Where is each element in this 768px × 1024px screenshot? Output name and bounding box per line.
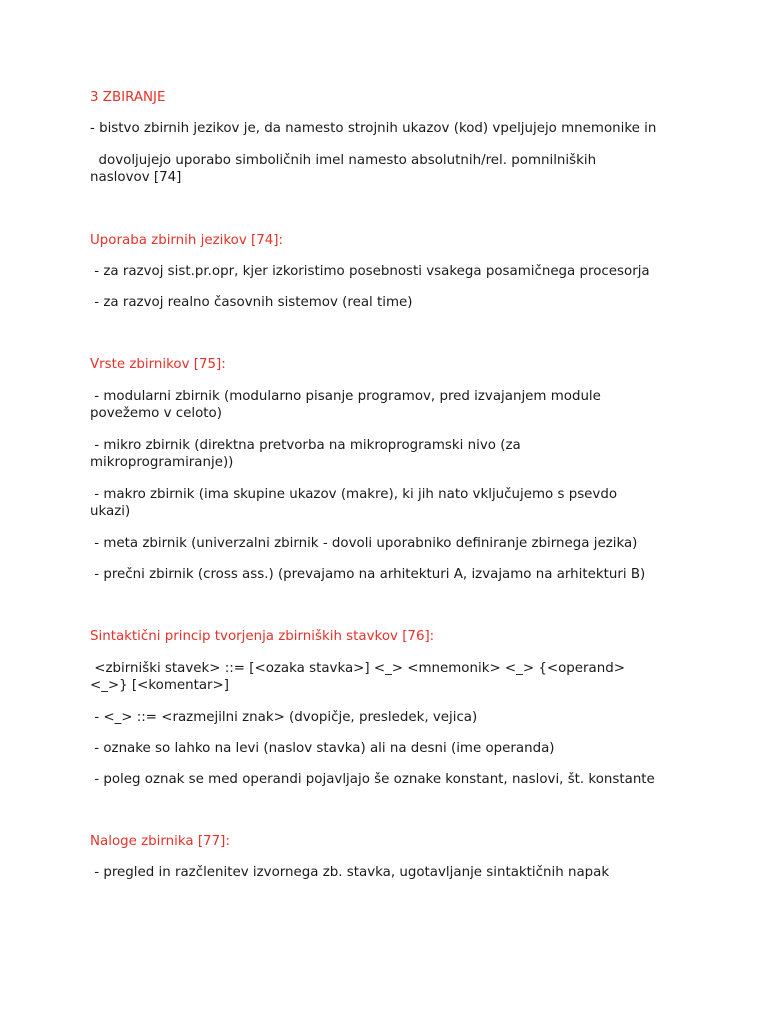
section-heading-zbiranje: 3 ZBIRANJE: [90, 90, 166, 105]
section-heading-sintakticni: Sintaktični princip tvorjenja zbirniških stavkov [76]:: [90, 629, 435, 644]
paragraph: - za razvoj sist.pr.opr, kjer izkoristimo posebnosti vsakega posamičnega procesorja: [90, 264, 650, 279]
paragraph: - poleg oznak se med operandi pojavljajo še oznake konstant, naslovi, št. konstante: [90, 772, 655, 787]
paragraph: - <_> ::= <razmejilni znak> (dvopičje, presledek, vejica): [90, 710, 478, 725]
paragraph: - za razvoj realno časovnih sistemov (real time): [90, 295, 413, 310]
section-heading-uporaba: Uporaba zbirnih jezikov [74]:: [90, 233, 283, 248]
paragraph: - prečni zbirnik (cross ass.) (prevajamo na arhitekturi A, izvajamo na arhitekturi B): [90, 567, 646, 582]
paragraph: - oznake so lahko na levi (naslov stavka) ali na desni (ime operanda): [90, 741, 555, 756]
paragraph: - mikro zbirnik (direktna pretvorba na mikroprogramski nivo (za mikroprogramiranje)): [90, 438, 525, 470]
paragraph: - pregled in razčlenitev izvornega zb. stavka, ugotavljanje sintaktičnih napak: [90, 865, 610, 880]
paragraph: - makro zbirnik (ima skupine ukazov (makre), ki jih nato vključujemo s psevdo ukazi): [90, 487, 622, 519]
paragraph: - modularni zbirnik (modularno pisanje programov, pred izvajanjem module povežemo v celoto): [90, 389, 606, 421]
paragraph: - meta zbirnik (univerzalni zbirnik - dovoli uporabniko definiranje zbirnega jezika): [90, 536, 638, 551]
section-heading-naloge: Naloge zbirnika [77]:: [90, 834, 230, 849]
paragraph: - bistvo zbirnih jezikov je, da namesto strojnih ukazov (kod) vpeljujejo mnemonike in: [90, 121, 657, 136]
paragraph: <zbirniški stavek> ::= [<ozaka stavka>] <_> <mnemonik> <_> {<operand> <_>} [<komentar>]: [90, 661, 630, 693]
paragraph: dovoljujejo uporabo simboličnih imel namesto absolutnih/rel. pomnilniških naslovov [74]: [90, 153, 601, 185]
section-heading-vrste: Vrste zbirnikov [75]:: [90, 357, 226, 372]
